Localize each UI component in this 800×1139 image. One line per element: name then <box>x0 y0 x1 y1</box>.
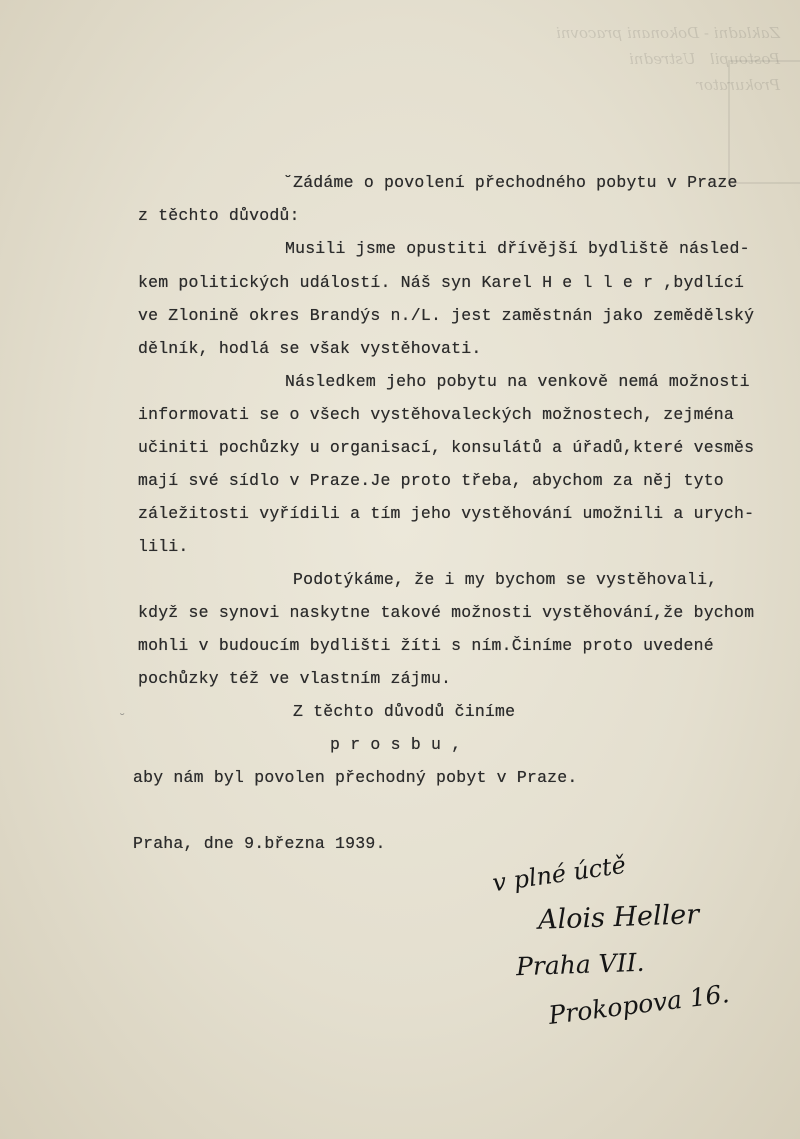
letter-line: kem politických událostí. Náš syn Karel H e l l e r ,bydlící <box>138 273 745 292</box>
letter-line: Následkem jeho pobytu na venkově nemá možnosti <box>285 372 750 391</box>
letter-line: lili. <box>138 537 189 556</box>
letter-line: p r o s b u , <box>330 735 462 754</box>
letter-line: učiniti pochůzky u organisací, konsulátů a úřadů,které vesměs <box>138 438 755 457</box>
letter-line: informovati se o všech vystěhovaleckých možnostech, zejména <box>138 405 734 424</box>
letter-line: záležitosti vyřídili a tím jeho vystěhování umožnili a urych- <box>138 504 755 523</box>
letter-line: pochůzky též ve vlastním zájmu. <box>138 669 452 688</box>
letter-line: z těchto důvodů: <box>138 206 300 225</box>
margin-mark: ˘ <box>118 712 127 728</box>
letter-line: Podotýkáme, že i my bychom se vystěhovali, <box>293 570 718 589</box>
signature-city: Praha VII. <box>515 947 645 982</box>
letter-line: ve Zlonině okres Brandýs n./L. jest zaměstnán jako zemědělský <box>138 306 755 325</box>
letter-line: Z těchto důvodů činíme <box>293 702 516 721</box>
letter-line: mohli v budoucím bydlišti žíti s ním.Činíme proto uvedené <box>138 636 714 655</box>
signature-closing: v plné úctě <box>490 850 628 898</box>
letter-line: dělník, hodlá se však vystěhovati. <box>138 339 482 358</box>
letter-line: když se synovi naskytne takové možnosti vystěhování,že bychom <box>138 603 755 622</box>
letter-line: aby nám byl povolen přechodný pobyt v Praze. <box>133 768 578 787</box>
letter-line: mají své sídlo v Praze.Je proto třeba, abychom za něj tyto <box>138 471 724 490</box>
signature-name: Alois Heller <box>537 899 700 936</box>
signature-address: Prokopova 16. <box>546 979 731 1030</box>
date-line: Praha, dne 9.března 1939. <box>133 834 386 853</box>
bleed-through-stamp <box>728 60 800 184</box>
letter-line: ˘Zádáme o povolení přechodného pobytu v Praze <box>283 173 738 192</box>
letter-line: Musili jsme opustiti dřívější bydliště násled- <box>285 239 750 258</box>
bleed-through-text: Zakladni - Dokonani pracovni Postoupil Ustredni Prokurator <box>556 24 780 94</box>
